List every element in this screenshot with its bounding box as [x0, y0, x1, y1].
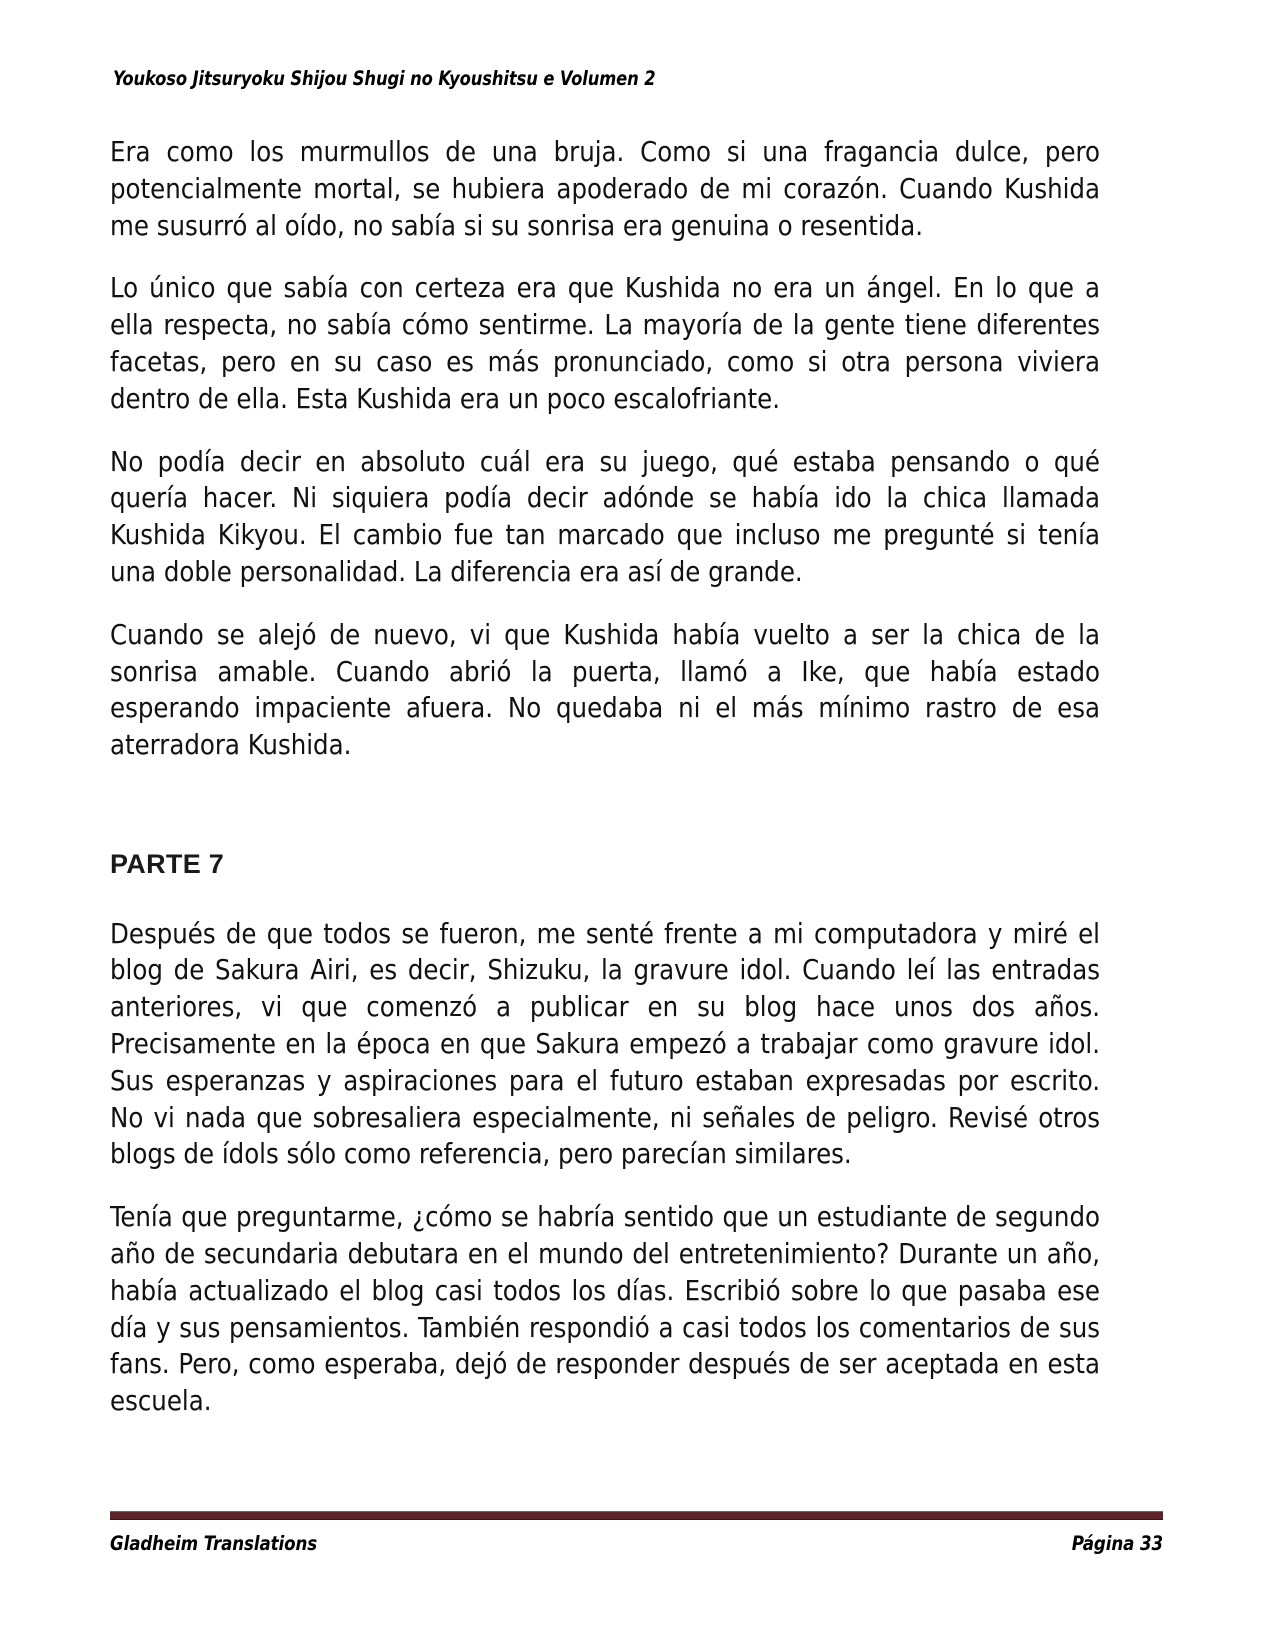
- body-paragraph: Cuando se alejó de nuevo, vi que Kushida había vuelto a ser la chica de la sonrisa amable. Cuando abrió la puerta, llamó a Ike, que había estado esperando impaciente afuera. No quedaba ni el más mínimo rastro de esa aterradora Kushida.: [110, 618, 1100, 762]
- body-paragraph: Era como los murmullos de una bruja. Como si una fragancia dulce, pero potencialmente mortal, se hubiera apoderado de mi corazón. Cuando Kushida me susurró al oído, no sabía si su sonrisa era genuina o resentida.: [110, 136, 1100, 242]
- body-paragraph: Tenía que preguntarme, ¿cómo se habría sentido que un estudiante de segundo año de secundaria debutara en el mundo del entretenimiento? Durante un año, había actualizado el blog casi todos los días. Escribió sobre lo que pasaba ese día y sus pensamientos. También respondió a casi todos los comentarios de sus fans. Pero, como esperaba, dejó de responder después de ser aceptada en esta escuela.: [110, 1201, 1100, 1418]
- footer-page-number: Página 33: [1071, 1532, 1163, 1555]
- header-title: Youkoso Jitsuryoku Shijou Shugi no Kyoushitsu e Volumen 2: [113, 67, 656, 90]
- section-spacer: [110, 790, 1110, 850]
- footer-translator-credit: Gladheim Translations: [110, 1532, 318, 1555]
- footer-divider: [110, 1511, 1163, 1520]
- body-paragraph: Después de que todos se fueron, me senté frente a mi computadora y miré el blog de Sakura Airi, es decir, Shizuku, la gravure idol. Cuando leí las entradas anteriores, vi que comenzó a publicar en su blog hace unos dos años. Precisamente en la época en que Sakura empezó a trabajar como gravure idol. Sus esperanzas y aspiraciones para el futuro estaban expresadas por escrito. No vi nada que sobresaliera especialmente, ni señales de peligro. Revisé otros blogs de ídols sólo como referencia, pero parecían similares.: [110, 917, 1100, 1171]
- body-paragraph: Lo único que sabía con certeza era que Kushida no era un ángel. En lo que a ella respecta, no sabía cómo sentirme. La mayoría de la gente tiene diferentes facetas, pero en su caso es más pronunciado, como si otra persona viviera dentro de ella. Esta Kushida era un poco escalofriante.: [110, 272, 1100, 415]
- page-header: [113, 68, 1163, 98]
- page-body: [110, 134, 1110, 1420]
- footer-row: [110, 1532, 1163, 1555]
- body-paragraph: No podía decir en absoluto cuál era su juego, qué estaba pensando o qué quería hacer. Ni siquiera podía decir adónde se había ido la chica llamada Kushida Kikyou. El cambio fue tan marcado que incluso me pregunté si tenía una doble personalidad. La diferencia era así de grande.: [110, 445, 1100, 588]
- page-footer: [110, 1511, 1163, 1555]
- section-heading: PARTE 7: [110, 848, 225, 879]
